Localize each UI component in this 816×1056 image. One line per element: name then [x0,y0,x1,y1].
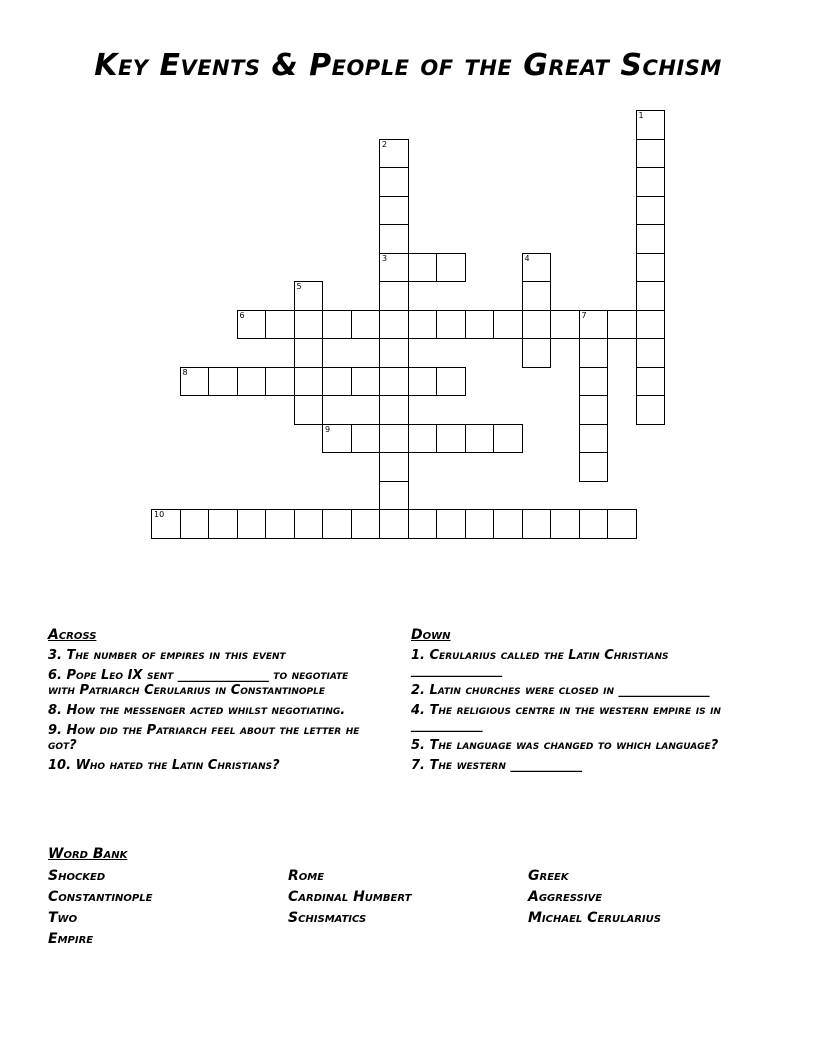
crossword-cell[interactable] [237,367,267,397]
crossword-cell[interactable] [180,367,210,397]
crossword-cell[interactable] [379,395,409,425]
cell-number: 3 [382,253,388,263]
crossword-cell[interactable] [636,253,666,283]
crossword-cell[interactable] [237,310,267,340]
crossword-cell[interactable] [351,367,381,397]
crossword-cell[interactable] [351,310,381,340]
crossword-cell[interactable] [579,367,609,397]
crossword-cell[interactable] [208,367,238,397]
crossword-cell[interactable] [436,509,466,539]
word-bank-item: Rome [288,868,325,884]
cell-number: 2 [382,139,388,149]
page-title: Key Events & People of the Great Schism [94,48,722,83]
crossword-cell[interactable] [636,395,666,425]
crossword-cell[interactable] [579,338,609,368]
cell-number: 5 [296,282,302,291]
crossword-cell[interactable] [493,509,523,539]
crossword-cell[interactable] [636,224,666,254]
crossword-cell[interactable] [579,310,609,340]
crossword-cell[interactable] [465,509,495,539]
crossword-cell[interactable] [493,310,523,340]
clue-across-8: 8. How the messenger acted whilst negotiating. [48,703,346,718]
word-bank-item: Aggressive [528,889,603,905]
crossword-cell[interactable] [550,310,580,340]
across-heading: Across [48,627,97,643]
crossword-cell[interactable] [351,424,381,454]
crossword-cell[interactable] [493,424,523,454]
crossword-cell[interactable] [436,253,466,283]
crossword-cell[interactable] [351,509,381,539]
crossword-cell[interactable] [379,196,409,226]
across-clues [48,628,378,778]
crossword-cell[interactable] [379,481,409,511]
crossword-cell[interactable] [379,509,409,539]
cell-number: 9 [325,424,331,434]
crossword-cell[interactable] [408,367,438,397]
crossword-cell[interactable] [436,310,466,340]
crossword-cell[interactable] [322,424,352,454]
clue-across-9: 9. How did the Patriarch feel about the letter he got? [48,723,360,753]
clue-down-5: 5. The language was changed to which language? [411,738,719,753]
down-heading: Down [411,627,451,643]
crossword-cell[interactable] [379,224,409,254]
cell-number: 10 [154,510,165,519]
crossword-cell[interactable] [151,509,181,539]
crossword-cell[interactable] [636,281,666,311]
clue-across-6: 6. Pope Leo IX sent ______________ to negotiate with Patriarch Cerularius in Constantinople [48,668,349,698]
crossword-cell[interactable] [579,509,609,539]
crossword-cell[interactable] [294,509,324,539]
crossword-cell[interactable] [294,338,324,368]
crossword-cell[interactable] [322,509,352,539]
crossword-cell[interactable] [607,310,637,340]
down-clues [411,628,741,778]
crossword-cell[interactable] [579,452,609,482]
crossword-cell[interactable] [636,310,666,340]
crossword-cell[interactable] [408,424,438,454]
crossword-cell[interactable] [636,139,666,169]
crossword-cell[interactable] [379,281,409,311]
cell-number: 8 [182,367,188,377]
crossword-cell[interactable] [522,310,552,340]
crossword-cell[interactable] [408,253,438,283]
clue-down-1: 1. Cerularius called the Latin Christians ______________ [411,648,669,678]
crossword-cell[interactable] [379,139,409,169]
cell-number: 4 [524,253,530,263]
word-bank-item: Constantinople [48,889,153,905]
crossword-cell[interactable] [180,509,210,539]
crossword-cell[interactable] [465,310,495,340]
crossword-cell[interactable] [379,367,409,397]
word-bank-item: Two [48,910,78,926]
crossword-cell[interactable] [294,367,324,397]
crossword-cell[interactable] [294,281,324,311]
crossword-cell[interactable] [294,310,324,340]
crossword-cell[interactable] [522,509,552,539]
crossword-cell[interactable] [522,281,552,311]
word-bank-item: Schismatics [288,910,367,926]
word-bank-item: Michael Cerularius [528,910,661,926]
crossword-cell[interactable] [436,424,466,454]
word-bank [48,846,768,947]
clue-down-4: 4. The religious centre in the western empire is in ___________ [411,703,721,733]
crossword-cell[interactable] [379,424,409,454]
crossword-cell[interactable] [379,452,409,482]
word-bank-item: Cardinal Humbert [288,889,412,905]
cell-number: 1 [638,111,644,120]
crossword-cell[interactable] [408,310,438,340]
crossword-cell[interactable] [579,395,609,425]
crossword-cell[interactable] [322,310,352,340]
clue-across-3: 3. The number of empires in this event [48,648,286,663]
crossword-cell[interactable] [636,110,666,140]
clue-down-2: 2. Latin churches were closed in ______________ [411,683,710,698]
crossword-cell[interactable] [322,367,352,397]
crossword-cell[interactable] [636,367,666,397]
crossword-cell[interactable] [607,509,637,539]
crossword-cell[interactable] [465,424,495,454]
word-bank-item: Shocked [48,868,106,884]
cell-number: 6 [239,310,245,320]
crossword-cell[interactable] [379,338,409,368]
crossword-cell[interactable] [579,424,609,454]
crossword-cell[interactable] [208,509,238,539]
clue-down-7: 7. The western ___________ [411,758,582,773]
word-bank-item: Empire [48,931,94,947]
crossword-cell[interactable] [550,509,580,539]
crossword-cell[interactable] [436,367,466,397]
crossword-cell[interactable] [379,253,409,283]
crossword-cell[interactable] [265,310,295,340]
crossword-cell[interactable] [522,338,552,368]
word-bank-item: Greek [528,868,569,884]
crossword-cell[interactable] [379,310,409,340]
crossword-cell[interactable] [636,338,666,368]
crossword-cell[interactable] [379,167,409,197]
crossword-cell[interactable] [522,253,552,283]
crossword-cell[interactable] [294,395,324,425]
cell-number: 7 [581,310,587,320]
crossword-cell[interactable] [265,367,295,397]
crossword-cell[interactable] [636,196,666,226]
crossword-cell[interactable] [237,509,267,539]
crossword-cell[interactable] [265,509,295,539]
crossword-cell[interactable] [636,167,666,197]
word-bank-heading: Word Bank [48,846,128,862]
clue-across-10: 10. Who hated the Latin Christians? [48,758,280,773]
crossword-cell[interactable] [408,509,438,539]
